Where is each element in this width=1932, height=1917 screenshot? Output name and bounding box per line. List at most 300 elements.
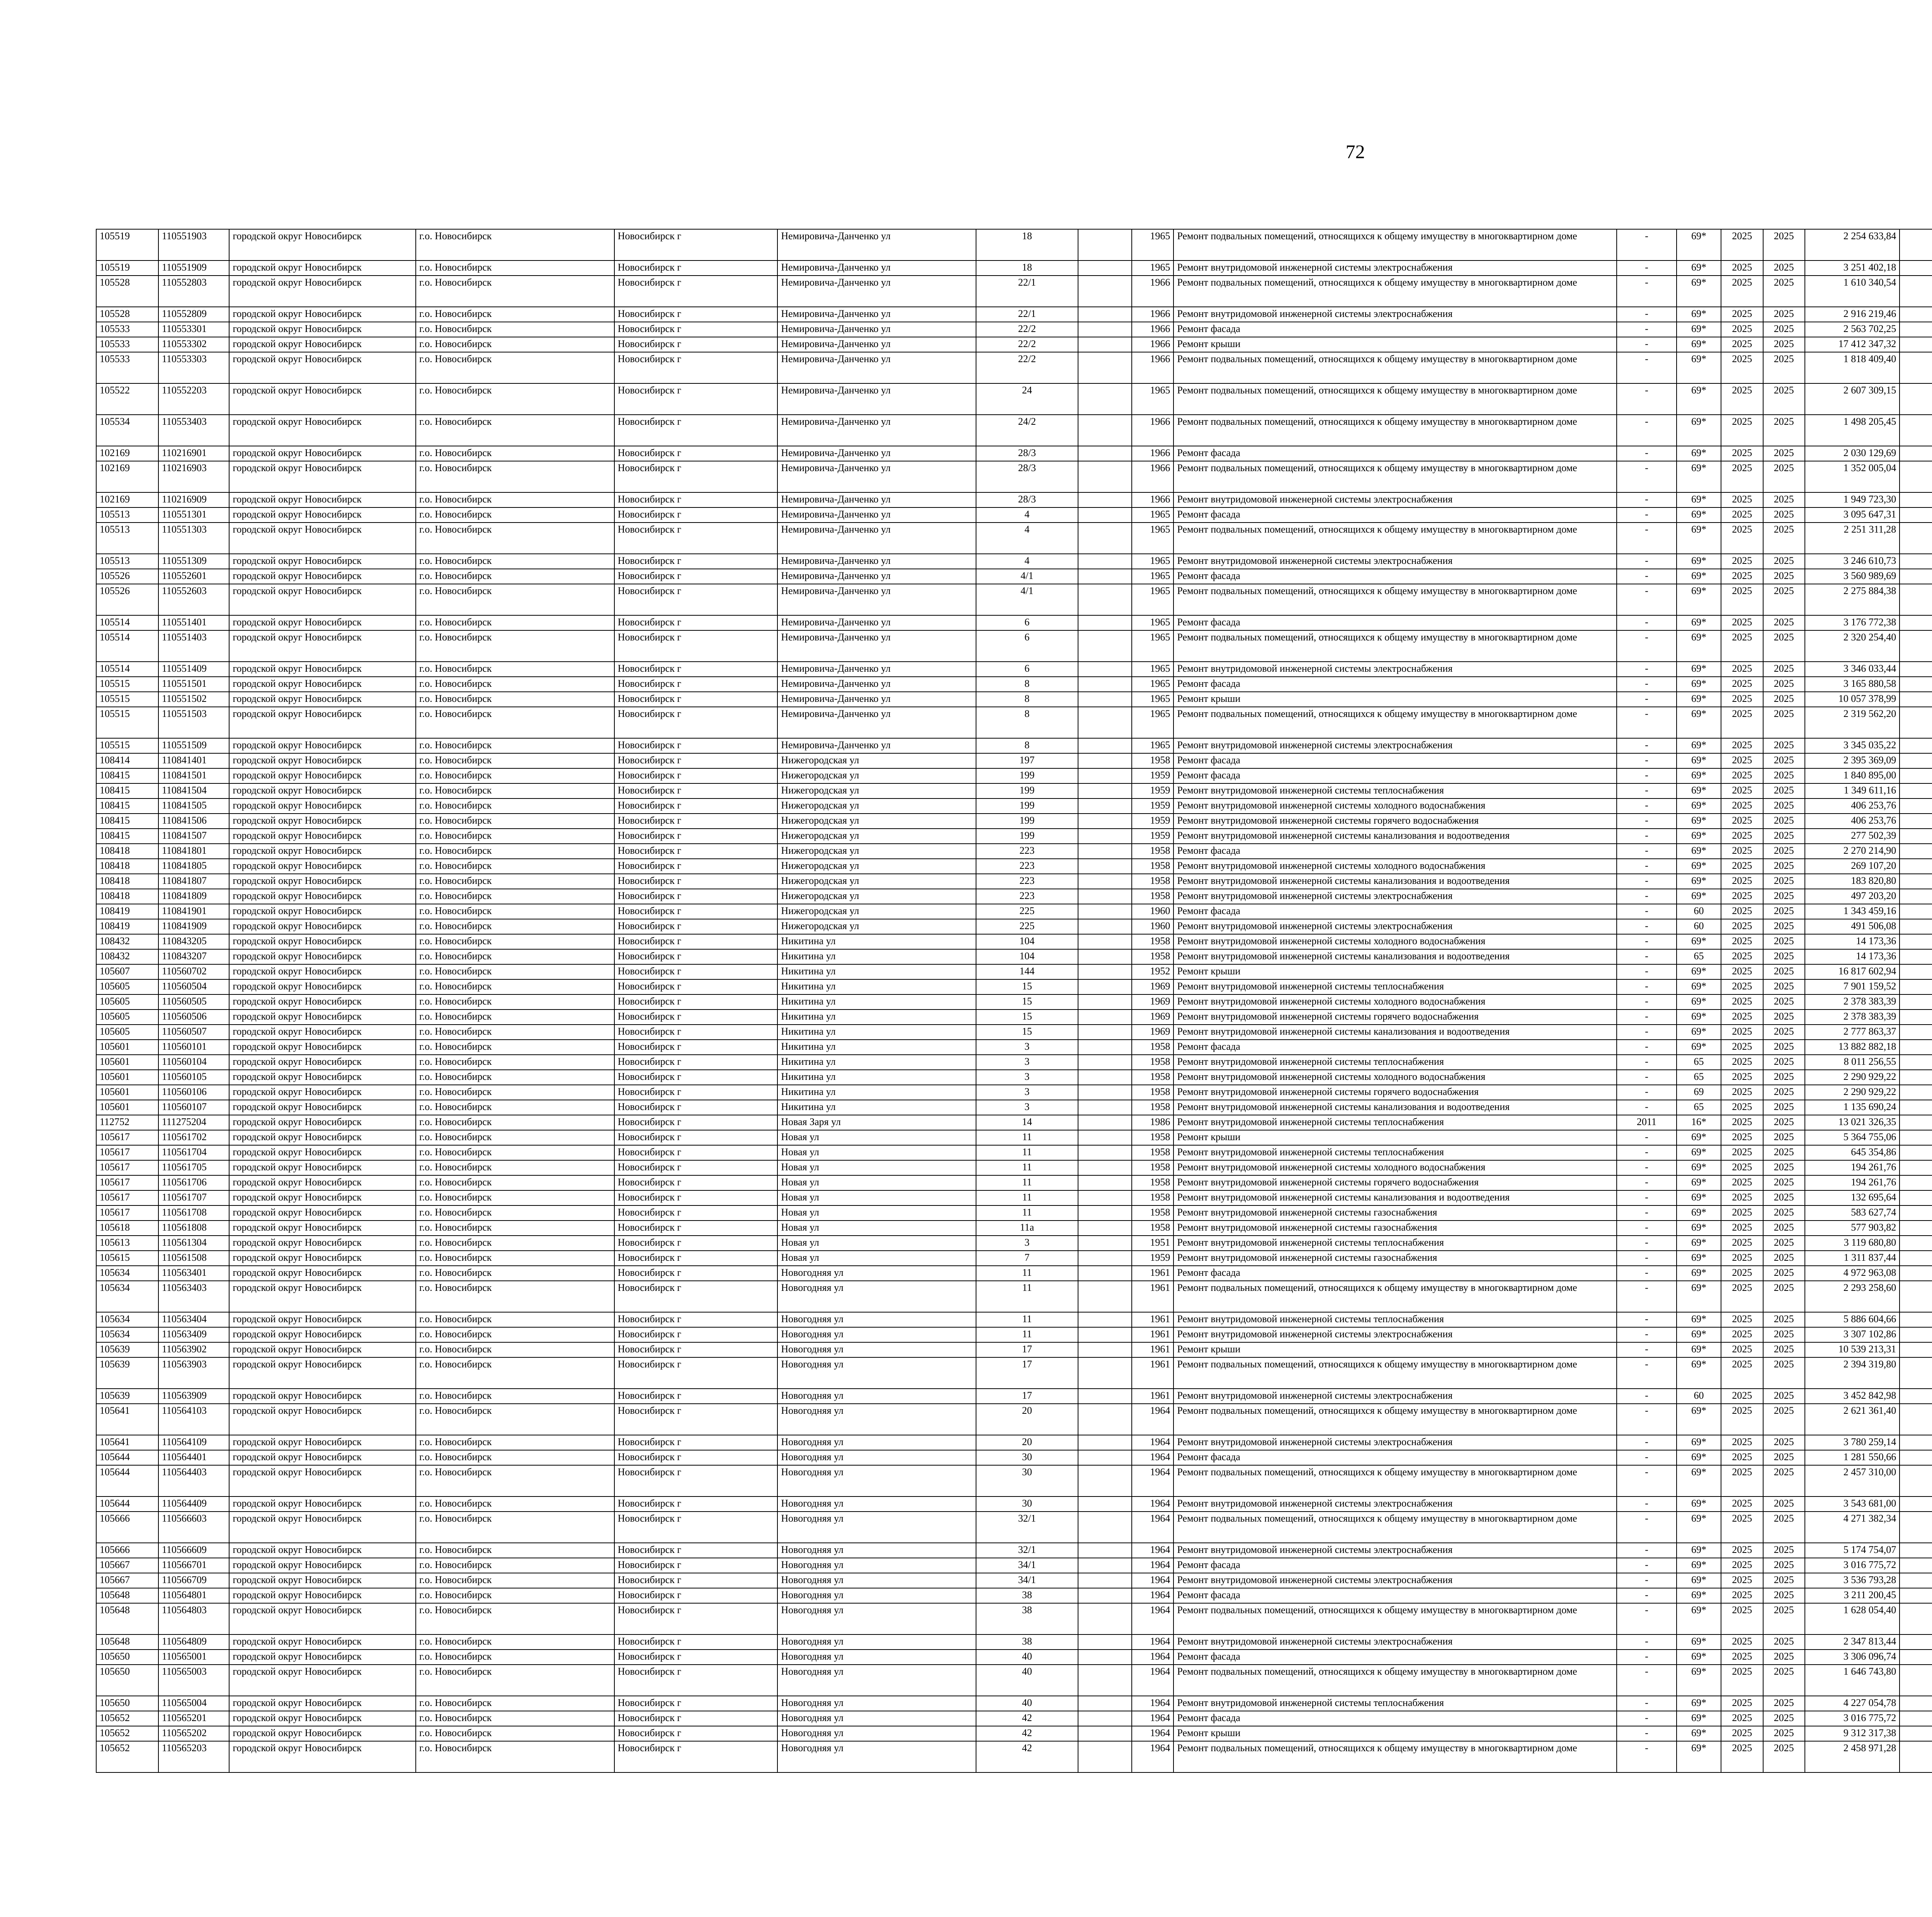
cell-plan-start: 2025 [1721,1145,1763,1160]
cell-total-cost: 3 246 610,73 [1805,554,1900,569]
cell-locality: Новосибирск г [614,979,778,994]
cell-code: 105617 [96,1175,158,1190]
cell-settlement: г.о. Новосибирск [416,1236,614,1251]
cell-municipality: городской округ Новосибирск [229,1543,416,1558]
cell-municipality: городской округ Новосибирск [229,1025,416,1040]
cell-share: 69* [1677,1281,1721,1312]
cell-funded-cost [1900,949,1932,964]
cell-blank1 [1078,859,1132,874]
cell-house: 8 [976,692,1078,707]
cell-house: 15 [976,1025,1078,1040]
cell-settlement: г.о. Новосибирск [416,798,614,814]
cell-object-id: 110561706 [158,1175,230,1190]
cell-note: - [1617,904,1677,919]
cell-note: - [1617,1342,1677,1357]
table-row [96,1130,1932,1145]
cell-house: 7 [976,1251,1078,1266]
cell-note: - [1617,1696,1677,1711]
cell-funded-cost [1900,1025,1932,1040]
cell-locality: Новосибирск г [614,1634,778,1650]
cell-note: - [1617,1055,1677,1070]
cell-municipality: городской округ Новосибирск [229,1435,416,1450]
cell-work-type: Ремонт внутридомовой инженерной системы канализования и водоотведения [1173,829,1617,844]
cell-settlement: г.о. Новосибирск [416,1040,614,1055]
cell-code: 105522 [96,383,158,415]
cell-house: 4 [976,523,1078,554]
cell-note: - [1617,889,1677,904]
cell-house: 8 [976,738,1078,753]
cell-object-id: 110841501 [158,768,230,783]
cell-code: 105634 [96,1266,158,1281]
cell-street: Никитина ул [777,1025,976,1040]
table-row [96,569,1932,584]
cell-locality: Новосибирск г [614,1221,778,1236]
cell-object-id: 110216903 [158,461,230,492]
cell-blank1 [1078,1175,1132,1190]
cell-locality: Новосибирск г [614,949,778,964]
cell-municipality: городской округ Новосибирск [229,523,416,554]
cell-blank1 [1078,415,1132,446]
cell-object-id: 110560506 [158,1010,230,1025]
cell-settlement: г.о. Новосибирск [416,1696,614,1711]
cell-street: Никитина ул [777,994,976,1010]
cell-note: - [1617,1327,1677,1342]
cell-note: - [1617,1130,1677,1145]
cell-plan-end: 2025 [1763,1573,1805,1588]
cell-municipality: городской округ Новосибирск [229,1389,416,1404]
cell-municipality: городской округ Новосибирск [229,1327,416,1342]
cell-share: 69* [1677,814,1721,829]
cell-total-cost: 2 320 254,40 [1805,630,1900,662]
cell-municipality: городской округ Новосибирск [229,352,416,383]
cell-house: 20 [976,1435,1078,1450]
cell-funded-cost [1900,964,1932,979]
cell-code: 105601 [96,1040,158,1055]
cell-object-id: 110216901 [158,446,230,461]
cell-object-id: 110841807 [158,874,230,889]
cell-plan-end: 2025 [1763,1175,1805,1190]
cell-settlement: г.о. Новосибирск [416,1665,614,1696]
cell-plan-end: 2025 [1763,1327,1805,1342]
cell-funded-cost [1900,569,1932,584]
cell-object-id: 110551903 [158,229,230,260]
cell-plan-end: 2025 [1763,1543,1805,1558]
cell-municipality: городской округ Новосибирск [229,1010,416,1025]
cell-object-id: 110565004 [158,1696,230,1711]
cell-locality: Новосибирск г [614,1281,778,1312]
cell-settlement: г.о. Новосибирск [416,829,614,844]
table-row [96,1726,1932,1741]
cell-plan-end: 2025 [1763,889,1805,904]
cell-funded-cost [1900,1281,1932,1312]
cell-note: - [1617,1465,1677,1496]
cell-municipality: городской округ Новосибирск [229,1342,416,1357]
cell-plan-end: 2025 [1763,1025,1805,1040]
cell-note: - [1617,662,1677,677]
table-row [96,1496,1932,1512]
cell-work-type: Ремонт подвальных помещений, относящихся к общему имуществу в многоквартирном доме [1173,707,1617,738]
cell-municipality: городской округ Новосибирск [229,1512,416,1543]
cell-funded-cost [1900,1465,1932,1496]
cell-settlement: г.о. Новосибирск [416,1100,614,1115]
cell-locality: Новосибирск г [614,1327,778,1342]
cell-funded-cost [1900,1450,1932,1465]
cell-total-cost: 269 107,20 [1805,859,1900,874]
table-row [96,738,1932,753]
cell-street: Новогодняя ул [777,1312,976,1327]
cell-total-cost: 1 949 723,30 [1805,492,1900,507]
cell-funded-cost [1900,662,1932,677]
cell-code: 108432 [96,949,158,964]
cell-funded-cost [1900,1435,1932,1450]
cell-plan-end: 2025 [1763,630,1805,662]
cell-locality: Новосибирск г [614,692,778,707]
cell-house: 38 [976,1588,1078,1603]
cell-note: - [1617,798,1677,814]
cell-total-cost: 13 882 882,18 [1805,1040,1900,1055]
cell-object-id: 110841401 [158,753,230,768]
table-row [96,1115,1932,1130]
cell-total-cost: 194 261,76 [1805,1160,1900,1175]
cell-municipality: городской округ Новосибирск [229,949,416,964]
cell-street: Новая ул [777,1205,976,1221]
cell-year: 1961 [1132,1266,1173,1281]
cell-settlement: г.о. Новосибирск [416,964,614,979]
table-row [96,1573,1932,1588]
cell-municipality: городской округ Новосибирск [229,569,416,584]
cell-municipality: городской округ Новосибирск [229,1450,416,1465]
cell-blank1 [1078,1327,1132,1342]
cell-note: - [1617,415,1677,446]
cell-share: 69* [1677,1543,1721,1558]
cell-house: 3 [976,1040,1078,1055]
cell-object-id: 110560702 [158,964,230,979]
cell-code: 105650 [96,1696,158,1711]
cell-municipality: городской округ Новосибирск [229,615,416,630]
table-row [96,554,1932,569]
cell-work-type: Ремонт внутридомовой инженерной системы канализования и водоотведения [1173,874,1617,889]
cell-locality: Новосибирск г [614,1603,778,1634]
cell-funded-cost [1900,1603,1932,1634]
table-row [96,1251,1932,1266]
table-row [96,904,1932,919]
cell-plan-start: 2025 [1721,844,1763,859]
cell-settlement: г.о. Новосибирск [416,994,614,1010]
cell-blank1 [1078,1404,1132,1435]
table-row [96,1040,1932,1055]
cell-funded-cost [1900,1236,1932,1251]
cell-total-cost: 3 095 647,31 [1805,507,1900,523]
cell-plan-start: 2025 [1721,798,1763,814]
table-row [96,783,1932,798]
cell-street: Новогодняя ул [777,1696,976,1711]
cell-object-id: 110564103 [158,1404,230,1435]
cell-note: - [1617,919,1677,934]
cell-total-cost: 10 057 378,99 [1805,692,1900,707]
cell-work-type: Ремонт внутридомовой инженерной системы теплоснабжения [1173,1055,1617,1070]
cell-street: Нижегородская ул [777,814,976,829]
cell-blank1 [1078,1251,1132,1266]
cell-year: 1966 [1132,276,1173,307]
cell-funded-cost [1900,1312,1932,1327]
cell-plan-start: 2025 [1721,1389,1763,1404]
cell-work-type: Ремонт внутридомовой инженерной системы электроснабжения [1173,1389,1617,1404]
cell-locality: Новосибирск г [614,1100,778,1115]
cell-year: 1965 [1132,383,1173,415]
cell-street: Новогодняя ул [777,1573,976,1588]
cell-work-type: Ремонт внутридомовой инженерной системы горячего водоснабжения [1173,1010,1617,1025]
table-row [96,1312,1932,1327]
cell-share: 69* [1677,584,1721,615]
cell-locality: Новосибирск г [614,1055,778,1070]
cell-blank1 [1078,1512,1132,1543]
cell-settlement: г.о. Новосибирск [416,554,614,569]
cell-share: 69* [1677,934,1721,949]
cell-settlement: г.о. Новосибирск [416,337,614,352]
cell-municipality: городской округ Новосибирск [229,844,416,859]
cell-blank1 [1078,1040,1132,1055]
cell-year: 1964 [1132,1404,1173,1435]
cell-object-id: 110551509 [158,738,230,753]
cell-municipality: городской округ Новосибирск [229,753,416,768]
cell-settlement: г.о. Новосибирск [416,229,614,260]
cell-settlement: г.о. Новосибирск [416,1342,614,1357]
cell-total-cost: 1 135 690,24 [1805,1100,1900,1115]
cell-house: 22/1 [976,276,1078,307]
cell-street: Немировича-Данченко ул [777,229,976,260]
cell-work-type: Ремонт внутридомовой инженерной системы электроснабжения [1173,260,1617,276]
cell-settlement: г.о. Новосибирск [416,1010,614,1025]
cell-code: 105667 [96,1573,158,1588]
table-row [96,337,1932,352]
cell-locality: Новосибирск г [614,446,778,461]
cell-object-id: 110841909 [158,919,230,934]
cell-blank1 [1078,461,1132,492]
cell-plan-start: 2025 [1721,1115,1763,1130]
cell-year: 1958 [1132,1160,1173,1175]
cell-plan-start: 2025 [1721,1543,1763,1558]
cell-total-cost: 9 312 317,38 [1805,1726,1900,1741]
cell-object-id: 110843207 [158,949,230,964]
cell-plan-start: 2025 [1721,1190,1763,1205]
cell-work-type: Ремонт подвальных помещений, относящихся к общему имуществу в многоквартирном доме [1173,352,1617,383]
cell-plan-end: 2025 [1763,1130,1805,1145]
cell-plan-end: 2025 [1763,307,1805,322]
cell-blank1 [1078,322,1132,337]
cell-blank1 [1078,783,1132,798]
cell-note: - [1617,492,1677,507]
cell-note: - [1617,229,1677,260]
cell-funded-cost [1900,1251,1932,1266]
cell-funded-cost [1900,554,1932,569]
cell-funded-cost [1900,798,1932,814]
cell-note: - [1617,964,1677,979]
cell-funded-cost [1900,446,1932,461]
cell-municipality: городской округ Новосибирск [229,1726,416,1741]
cell-house: 3 [976,1236,1078,1251]
cell-plan-start: 2025 [1721,662,1763,677]
cell-funded-cost [1900,615,1932,630]
cell-street: Новая ул [777,1236,976,1251]
cell-plan-end: 2025 [1763,1726,1805,1741]
cell-settlement: г.о. Новосибирск [416,1573,614,1588]
cell-total-cost: 17 412 347,32 [1805,337,1900,352]
cell-note: - [1617,1558,1677,1573]
cell-share: 69* [1677,1634,1721,1650]
cell-share: 69* [1677,1190,1721,1205]
cell-municipality: городской округ Новосибирск [229,738,416,753]
cell-code: 105666 [96,1543,158,1558]
cell-plan-start: 2025 [1721,1055,1763,1070]
cell-year: 1958 [1132,1055,1173,1070]
cell-year: 1958 [1132,949,1173,964]
cell-total-cost: 2 275 884,38 [1805,584,1900,615]
cell-year: 1966 [1132,307,1173,322]
cell-plan-start: 2025 [1721,783,1763,798]
cell-blank1 [1078,798,1132,814]
cell-street: Новая ул [777,1130,976,1145]
cell-total-cost: 183 820,80 [1805,874,1900,889]
cell-object-id: 110551909 [158,260,230,276]
cell-street: Нижегородская ул [777,783,976,798]
cell-object-id: 110566609 [158,1543,230,1558]
cell-total-cost: 10 539 213,31 [1805,1342,1900,1357]
cell-funded-cost [1900,523,1932,554]
cell-total-cost: 1 818 409,40 [1805,352,1900,383]
cell-locality: Новосибирск г [614,507,778,523]
cell-plan-start: 2025 [1721,1342,1763,1357]
cell-house: 18 [976,229,1078,260]
cell-plan-start: 2025 [1721,1100,1763,1115]
cell-note: - [1617,738,1677,753]
cell-plan-start: 2025 [1721,1650,1763,1665]
cell-plan-start: 2025 [1721,584,1763,615]
table-row [96,1100,1932,1115]
table-row [96,1085,1932,1100]
cell-locality: Новосибирск г [614,934,778,949]
cell-house: 15 [976,1010,1078,1025]
table-row [96,1543,1932,1558]
cell-total-cost: 2 563 702,25 [1805,322,1900,337]
cell-year: 1965 [1132,554,1173,569]
cell-funded-cost [1900,1221,1932,1236]
cell-funded-cost [1900,738,1932,753]
cell-year: 1966 [1132,461,1173,492]
cell-share: 69* [1677,569,1721,584]
cell-total-cost: 3 211 200,45 [1805,1588,1900,1603]
table-row [96,492,1932,507]
cell-plan-end: 2025 [1763,276,1805,307]
cell-note: - [1617,859,1677,874]
cell-blank1 [1078,934,1132,949]
cell-plan-end: 2025 [1763,934,1805,949]
cell-note: - [1617,1665,1677,1696]
cell-total-cost: 2 457 310,00 [1805,1465,1900,1496]
table-row [96,662,1932,677]
cell-share: 69* [1677,260,1721,276]
cell-share: 69* [1677,768,1721,783]
cell-locality: Новосибирск г [614,1236,778,1251]
cell-funded-cost [1900,1711,1932,1726]
cell-street: Немировича-Данченко ул [777,307,976,322]
cell-municipality: городской округ Новосибирск [229,492,416,507]
cell-locality: Новосибирск г [614,1650,778,1665]
cell-plan-end: 2025 [1763,322,1805,337]
cell-year: 1966 [1132,322,1173,337]
cell-funded-cost [1900,1160,1932,1175]
cell-locality: Новосибирск г [614,1040,778,1055]
cell-year: 1964 [1132,1450,1173,1465]
cell-street: Никитина ул [777,1070,976,1085]
cell-plan-end: 2025 [1763,1404,1805,1435]
cell-street: Новая ул [777,1221,976,1236]
cell-plan-end: 2025 [1763,738,1805,753]
cell-plan-end: 2025 [1763,1236,1805,1251]
cell-total-cost: 3 176 772,38 [1805,615,1900,630]
cell-object-id: 110563902 [158,1342,230,1357]
cell-funded-cost [1900,1512,1932,1543]
cell-house: 4/1 [976,569,1078,584]
cell-year: 1969 [1132,1025,1173,1040]
cell-municipality: городской округ Новосибирск [229,415,416,446]
table-row [96,1465,1932,1496]
cell-locality: Новосибирск г [614,1205,778,1221]
cell-plan-end: 2025 [1763,1512,1805,1543]
cell-object-id: 110841504 [158,783,230,798]
cell-object-id: 110552603 [158,584,230,615]
cell-locality: Новосибирск г [614,1130,778,1145]
cell-plan-end: 2025 [1763,829,1805,844]
cell-street: Новогодняя ул [777,1711,976,1726]
cell-settlement: г.о. Новосибирск [416,1435,614,1450]
cell-note: - [1617,979,1677,994]
cell-house: 15 [976,979,1078,994]
cell-plan-start: 2025 [1721,1665,1763,1696]
cell-plan-end: 2025 [1763,492,1805,507]
cell-work-type: Ремонт фасада [1173,1040,1617,1055]
cell-code: 105652 [96,1726,158,1741]
cell-street: Новогодняя ул [777,1603,976,1634]
cell-blank1 [1078,630,1132,662]
cell-year: 1965 [1132,584,1173,615]
cell-settlement: г.о. Новосибирск [416,507,614,523]
cell-house: 225 [976,919,1078,934]
cell-street: Нижегородская ул [777,859,976,874]
cell-work-type: Ремонт внутридомовой инженерной системы электроснабжения [1173,662,1617,677]
cell-total-cost: 7 901 159,52 [1805,979,1900,994]
cell-blank1 [1078,307,1132,322]
cell-note: - [1617,677,1677,692]
cell-work-type: Ремонт внутридомовой инженерной системы теплоснабжения [1173,1115,1617,1130]
cell-funded-cost [1900,1266,1932,1281]
cell-year: 1958 [1132,874,1173,889]
cell-blank1 [1078,1055,1132,1070]
cell-municipality: городской округ Новосибирск [229,1741,416,1772]
cell-plan-end: 2025 [1763,1221,1805,1236]
cell-work-type: Ремонт подвальных помещений, относящихся к общему имуществу в многоквартирном доме [1173,584,1617,615]
cell-locality: Новосибирск г [614,994,778,1010]
cell-object-id: 110551309 [158,554,230,569]
cell-code: 105528 [96,307,158,322]
cell-total-cost: 3 346 033,44 [1805,662,1900,677]
cell-plan-start: 2025 [1721,1160,1763,1175]
cell-object-id: 110563403 [158,1281,230,1312]
cell-funded-cost [1900,507,1932,523]
cell-object-id: 110843205 [158,934,230,949]
cell-street: Никитина ул [777,1100,976,1115]
cell-code: 105514 [96,615,158,630]
cell-plan-start: 2025 [1721,507,1763,523]
